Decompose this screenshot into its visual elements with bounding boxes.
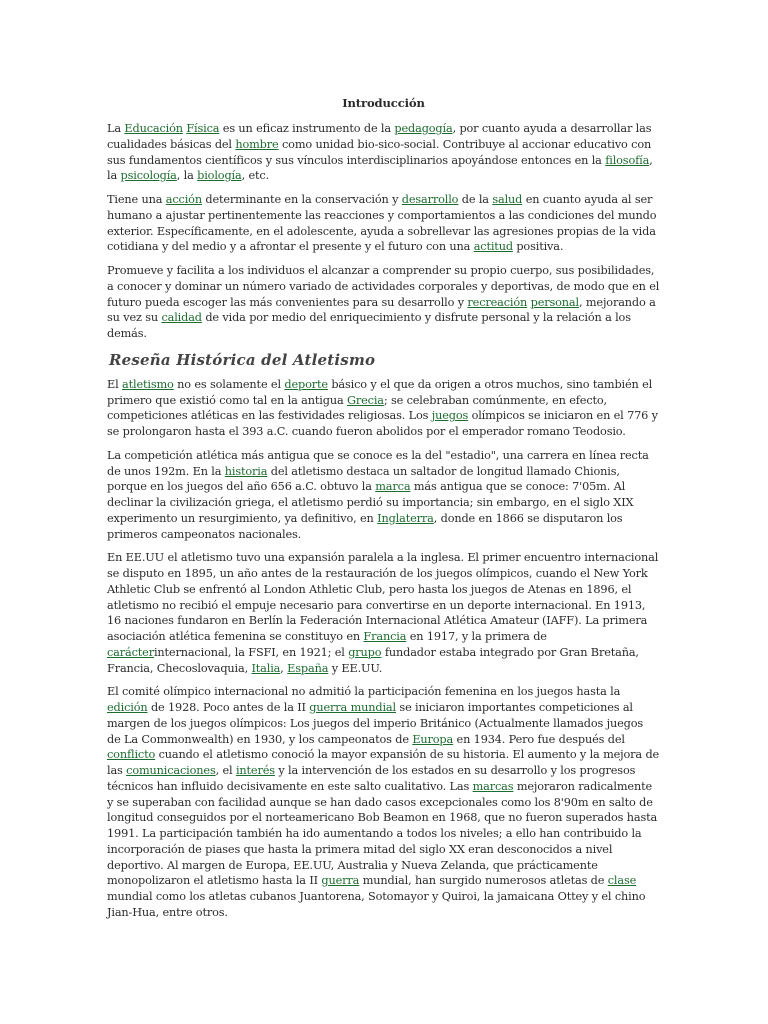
link-italia[interactable]: Italia xyxy=(251,661,281,675)
paragraph-text: , la xyxy=(107,153,653,183)
link-europa[interactable]: Europa xyxy=(412,732,454,746)
intro-paragraph xyxy=(107,263,660,342)
paragraph-text: determinante en la conservación y xyxy=(201,193,402,206)
link-biologia[interactable]: biología xyxy=(197,169,242,183)
paragraph-text: más antigua que se conoce: 7'05m. Al declinar la civilización griega, el atletismo perdió su importancia; sin embargo, en el siglo XIX experimento un resurgimiento, ya definitivo, en xyxy=(107,480,634,525)
history-paragraph xyxy=(107,377,660,440)
paragraph-text: , mejorando a su vez su xyxy=(107,295,656,325)
paragraph-text: , la xyxy=(176,169,198,183)
link-conflicto[interactable]: conflicto xyxy=(107,748,156,762)
link-guerra[interactable]: guerra xyxy=(321,874,360,888)
paragraph-text: , el xyxy=(215,764,236,777)
link-grupo[interactable]: grupo xyxy=(348,645,382,659)
paragraph-text: cuando el atletismo conoció la mayor expansión de su historia. El aumento y la mejora de las xyxy=(107,748,660,777)
paragraph-text: en 1934. Pero fue después del xyxy=(453,732,625,746)
paragraph-text: Tiene una xyxy=(107,193,166,206)
history-paragraph xyxy=(107,550,660,676)
paragraph-text: mejoraron radicalmente y se superaban con facilidad aunque se han dado casos excepcionales como los 8'90m en salto de longitud conseguidos por el norteamericano Bob Beamon en 1968, que no fueron superados hasta 1991. La participación también ha ido aumentando a todos los niveles; a ello han contribuido la incorporación de piases que hasta la primera mitad del siglo XX eran desconocidos a nivel deportivo. Al margen de Europa, EE.UU, Australia y Nueva Zelanda, que prácticamente monopolizaron el atletismo hasta la II xyxy=(107,779,658,888)
link-edicion[interactable]: edición xyxy=(107,701,148,714)
link-juegos[interactable]: juegos xyxy=(431,409,469,423)
paragraph-text: olímpicos se iniciaron en el 776 y se prolongaron hasta el 393 a.C. cuando fueron abolidos por el emperador romano Teodosio. xyxy=(107,409,658,438)
paragraph-text: es un eficaz instrumento de la xyxy=(219,122,395,135)
link-espana[interactable]: España xyxy=(287,661,329,675)
paragraph-text: mundial como los atletas cubanos Juantorena, Sotomayor y Quiroi, la jamaicana Ottey y el chino Jian-Hua, entre otros. xyxy=(107,890,646,919)
paragraph-text: como unidad bio-sico-social. Contribuye al accionar educativo con sus fundamentos científicos y sus vínculos interdisciplinarios apoyándose entonces en la xyxy=(107,137,652,167)
paragraph-text: se iniciaron importantes competiciones al margen de los juegos olímpicos: Los juegos del imperio Británico (Actualmente llamados juegos de La Commonwealth) en 1930, y los campeonatos de xyxy=(107,701,643,746)
link-marcas[interactable]: marcas xyxy=(472,779,514,793)
paragraph-text: La competición atlética más antigua que se conoce es la del "estadio", una carrera en línea recta de unos 192m. En la xyxy=(107,448,649,478)
paragraph-text: ; se celebraban comúnmente, en efecto, competiciones atléticas en las festividades religiosas. Los xyxy=(107,393,607,423)
link-accion[interactable]: acción xyxy=(165,193,202,206)
link-personal[interactable]: personal xyxy=(530,295,579,309)
link-recreacion[interactable]: recreación xyxy=(467,295,528,309)
link-francia[interactable]: Francia xyxy=(363,630,407,643)
paragraph-text: básico y el que da origen a otros muchos, sino también el primero que existió como tal en la antigua xyxy=(107,377,653,407)
history-body xyxy=(107,377,660,921)
link-deporte[interactable]: deporte xyxy=(284,377,328,391)
link-filosofia[interactable]: filosofía xyxy=(605,153,650,167)
paragraph-text: internacional, la FSFI, en 1921; el xyxy=(153,645,349,659)
link-inglaterra[interactable]: Inglaterra xyxy=(377,511,434,525)
intro-paragraph xyxy=(107,121,660,184)
link-caracter[interactable]: carácter xyxy=(107,645,154,659)
paragraph-text: positiva. xyxy=(512,240,564,254)
paragraph-text: en cuanto ayuda al ser humano a ajustar pertinentemente las reacciones y comportamientos a las condiciones del mundo exterior. Específicamente, en el adolescente, ayuda a sobrellevar las agresiones propias de la vida cotidiana y del medio y a afrontar el presente y el futuro con una xyxy=(107,193,657,254)
link-desarrollo[interactable]: desarrollo xyxy=(401,193,459,206)
link-guerra-mundial[interactable]: guerra mundial xyxy=(309,701,396,714)
paragraph-text: , donde en 1866 se disputaron los primeros campeonatos nacionales. xyxy=(107,511,623,541)
paragraph-text: fundador estaba integrado por Gran Bretaña, Francia, Checoslovaquia, xyxy=(107,645,639,675)
history-paragraph xyxy=(107,684,660,920)
paragraph-text: , xyxy=(280,661,288,675)
link-clase[interactable]: clase xyxy=(607,874,637,888)
link-hombre[interactable]: hombre xyxy=(235,137,279,151)
paragraph-text: de la xyxy=(458,193,493,206)
paragraph-text: y EE.UU. xyxy=(328,661,383,675)
paragraph-text: , por cuanto ayuda a desarrollar las cualidades básicas del xyxy=(107,122,652,151)
paragraph-text: El comité olímpico internacional no admitió la participación femenina en los juegos hasta la xyxy=(107,685,621,699)
paragraph-text: de 1928. Poco antes de la II xyxy=(147,701,310,714)
paragraph-text: En EE.UU el atletismo tuvo una expansión paralela a la inglesa. El primer encuentro internacional se disputo en 1895, un año antes de la restauración de los juegos olímpicos, cuando el New York Athletic Club se enfrentó al London Athletic Club, pero hasta los juegos de Atenas en 1896, el atletismo no recibió el empuje necesario para convertirse en un deporte internacional. En 1913, 16 naciones fundaron en Berlín la Federación Internacional Atlética Amateur (IAFF). La primera asociación atlética femenina se constituyo en xyxy=(107,551,659,643)
link-calidad[interactable]: calidad xyxy=(161,311,202,325)
link-grecia[interactable]: Grecia xyxy=(346,393,384,407)
link-actitud[interactable]: actitud xyxy=(473,240,513,254)
paragraph-text: La xyxy=(107,122,125,135)
paragraph-text: y la intervención de los estados en su desarrollo y los progresos técnicos han influido decisivamente en este salto cualitativo. Las xyxy=(107,764,636,793)
paragraph-text: no es solamente el xyxy=(173,377,285,391)
paragraph-text: El xyxy=(107,377,123,391)
link-comunicaciones[interactable]: comunicaciones xyxy=(126,764,216,777)
link-interes[interactable]: interés xyxy=(235,764,275,777)
link-fisica[interactable]: Física xyxy=(186,122,220,135)
paragraph-text: mundial, han surgido numerosos atletas de xyxy=(359,874,608,888)
paragraph-text: de vida por medio del enriquecimiento y disfrute personal y la relación a los demás. xyxy=(107,311,631,340)
link-educacion[interactable]: Educación xyxy=(124,122,183,135)
link-psicologia[interactable]: psicología xyxy=(120,169,177,183)
paragraph-text: del atletismo destaca un saltador de longitud llamado Chionis, porque en los juegos del año 656 a.C. obtuvo la xyxy=(107,464,620,494)
link-atletismo[interactable]: atletismo xyxy=(122,377,174,391)
paragraph-text: en 1917, y la primera de xyxy=(406,630,547,643)
intro-body xyxy=(107,121,660,342)
intro-title: Introducción xyxy=(342,96,425,110)
history-section-title: Reseña Histórica del Atletismo xyxy=(109,350,376,369)
paragraph-text: Promueve y facilita a los individuos el alcanzar a comprender su propio cuerpo, sus posibilidades, a conocer y dominar un número variado de actividades corporales y deportivas, de modo que en el futuro pueda escoger las más convenientes para su desarrollo y xyxy=(107,264,660,309)
paragraph-text: , etc. xyxy=(241,169,270,183)
link-salud[interactable]: salud xyxy=(492,193,523,206)
history-paragraph xyxy=(107,448,660,543)
link-historia[interactable]: historia xyxy=(224,464,268,478)
link-marca[interactable]: marca xyxy=(375,480,411,494)
intro-paragraph xyxy=(107,192,660,255)
link-pedagogia[interactable]: pedagogía xyxy=(394,122,453,135)
